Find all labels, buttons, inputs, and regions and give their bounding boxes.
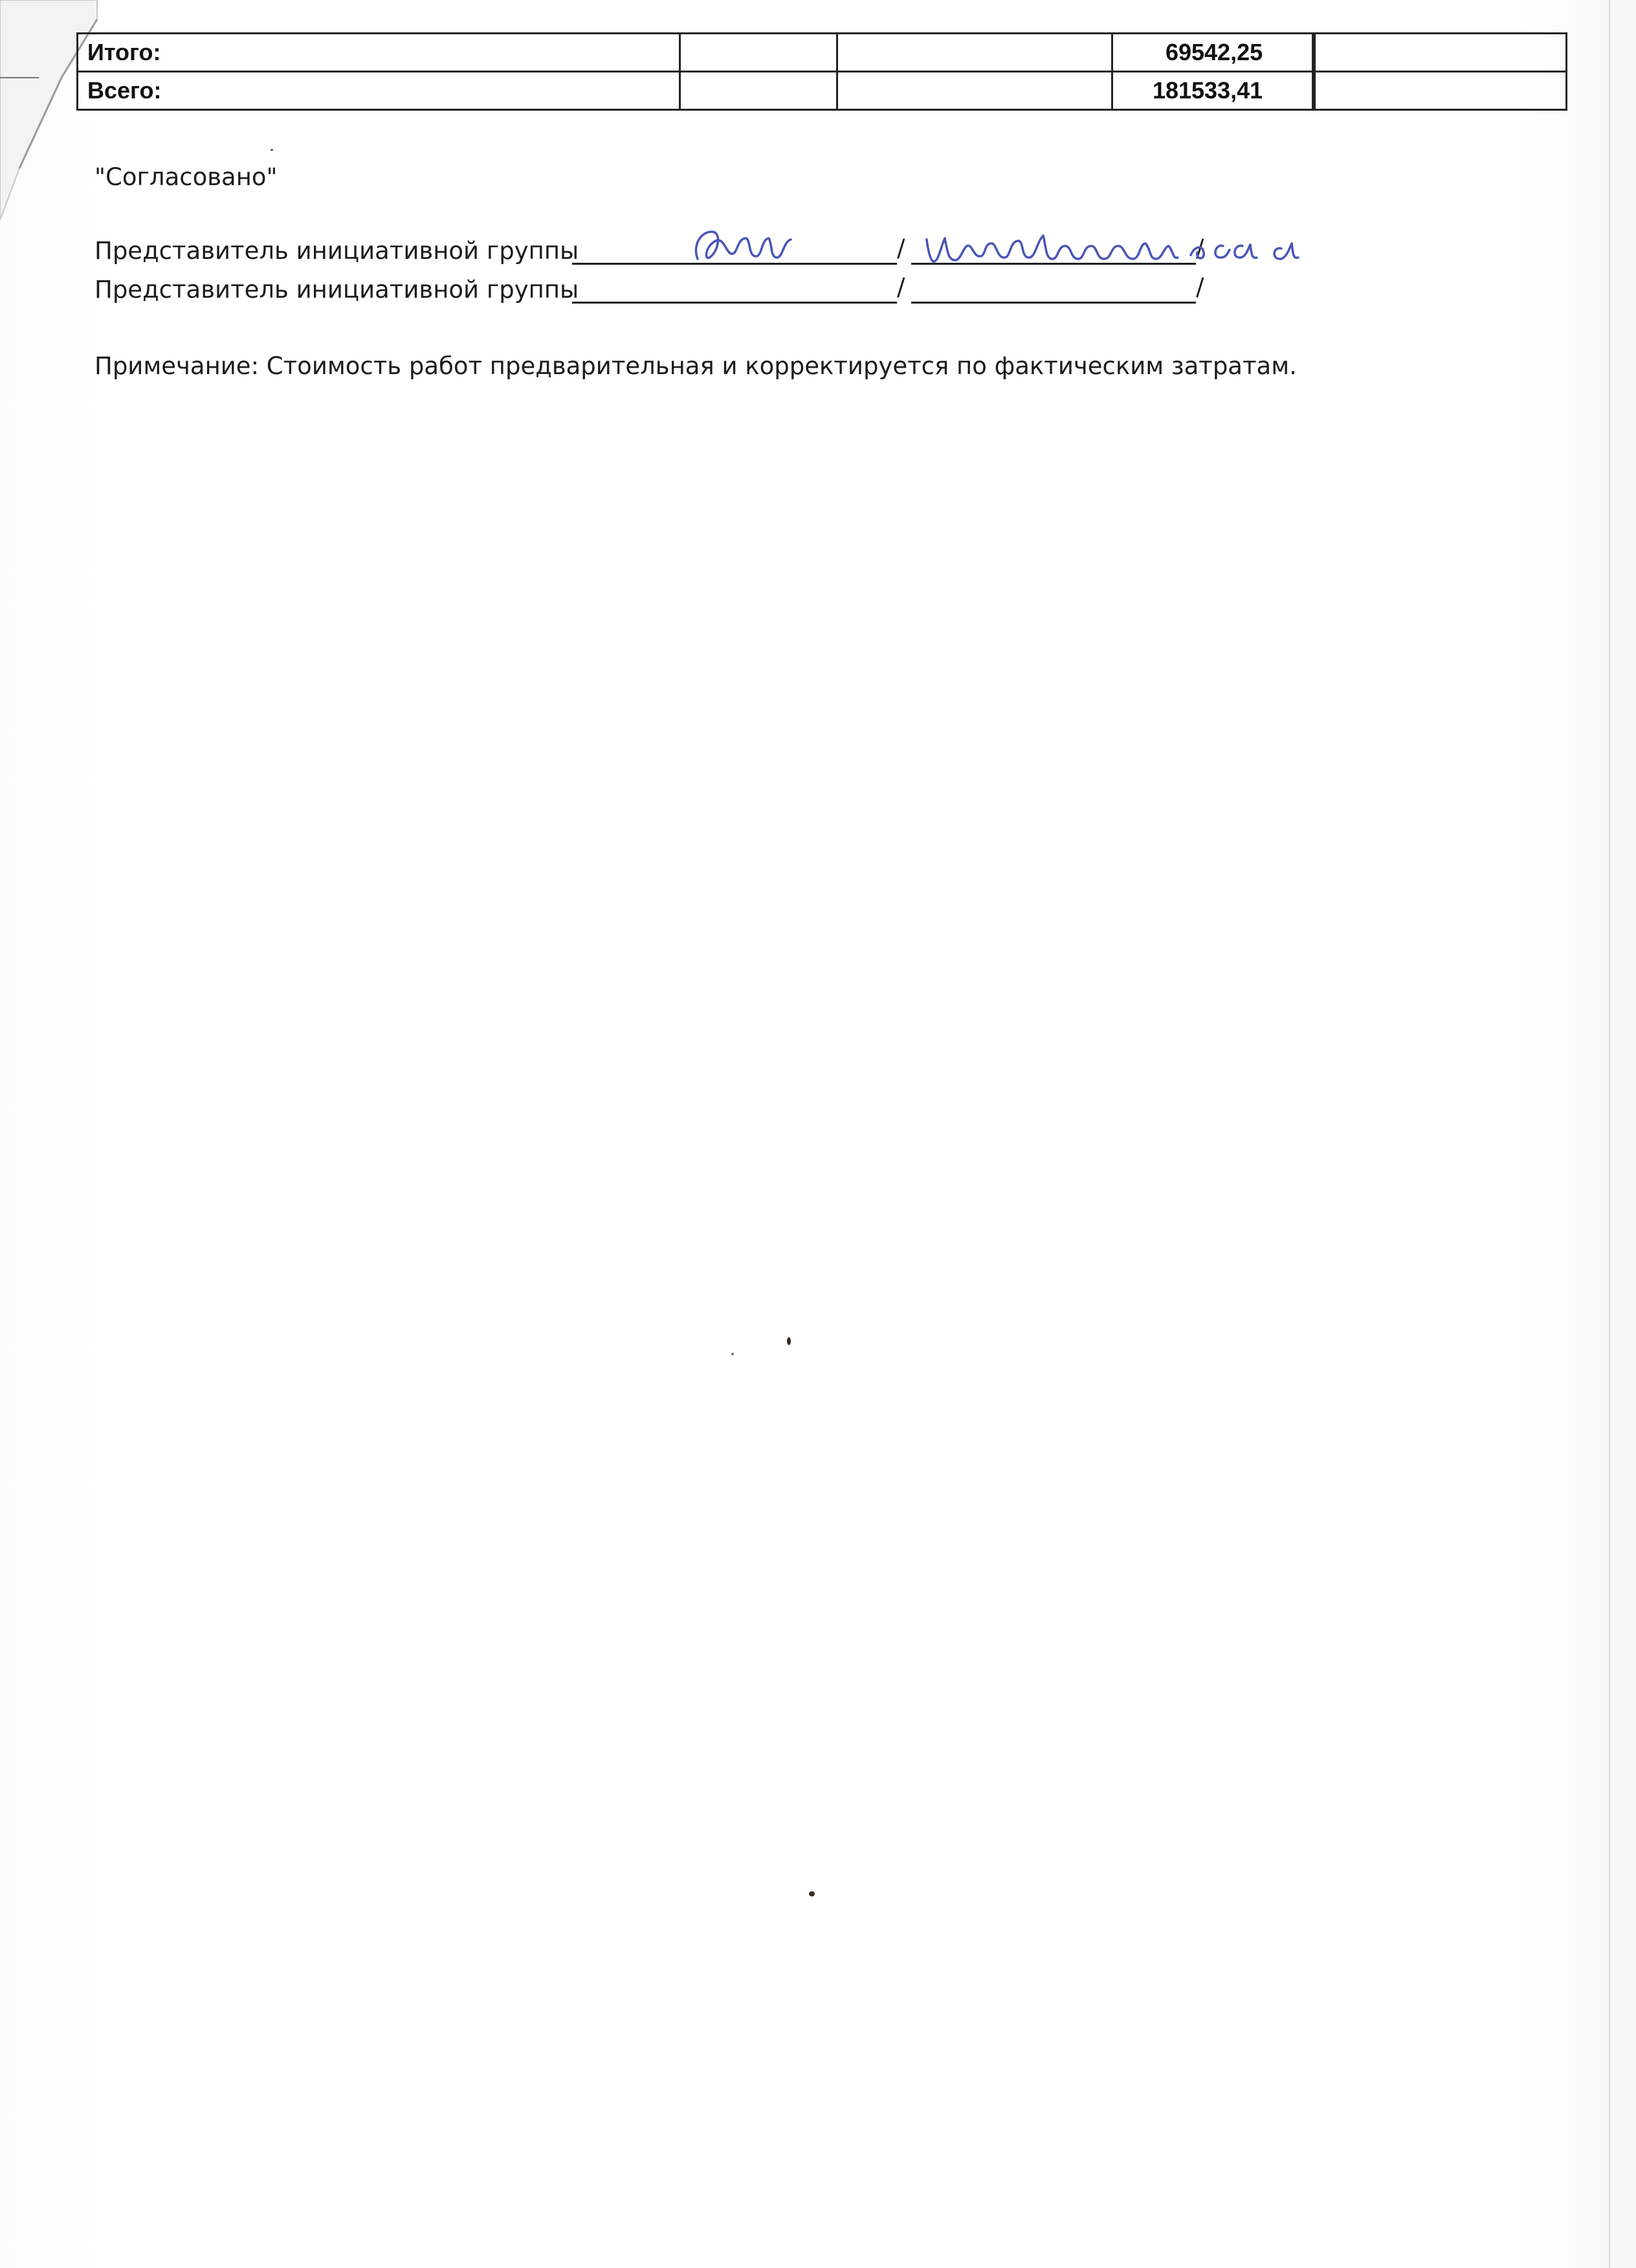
name-line-2 (911, 302, 1196, 304)
signature-line-2 (572, 302, 897, 304)
separator-slash-2: / (897, 273, 905, 301)
empty-cell (1314, 34, 1566, 72)
empty-cell (837, 72, 1112, 110)
scan-speck (271, 149, 273, 151)
totals-table (76, 32, 1567, 111)
empty-cell (680, 72, 837, 110)
empty-cell (1314, 72, 1566, 110)
row-amount: 181533,41 (1112, 72, 1314, 110)
handwritten-signature (686, 220, 841, 272)
separator-slash-2b: / (1196, 273, 1204, 301)
empty-cell (837, 34, 1112, 72)
scan-speck (731, 1353, 734, 1355)
scan-speck (809, 1891, 815, 1896)
representative-label-1: Представитель инициативной группы (94, 237, 579, 265)
scan-speck (787, 1337, 791, 1345)
representative-label-2: Представитель инициативной группы (94, 276, 579, 304)
row-label: Итого: (78, 34, 680, 72)
separator-slash-1b: / (1196, 234, 1204, 262)
table-row (78, 72, 1567, 110)
handwritten-name (919, 220, 1359, 278)
row-label: Всего: (78, 72, 680, 110)
empty-cell (680, 34, 837, 72)
agreed-heading: "Согласовано" (94, 163, 278, 191)
table-row (78, 34, 1567, 72)
separator-slash-1: / (897, 234, 905, 262)
row-amount: 69542,25 (1112, 34, 1314, 72)
note-text: Примечание: Стоимость работ предварительная и корректируется по фактическим затратам. (94, 352, 1297, 380)
page-edge-shadow (1609, 0, 1636, 2268)
